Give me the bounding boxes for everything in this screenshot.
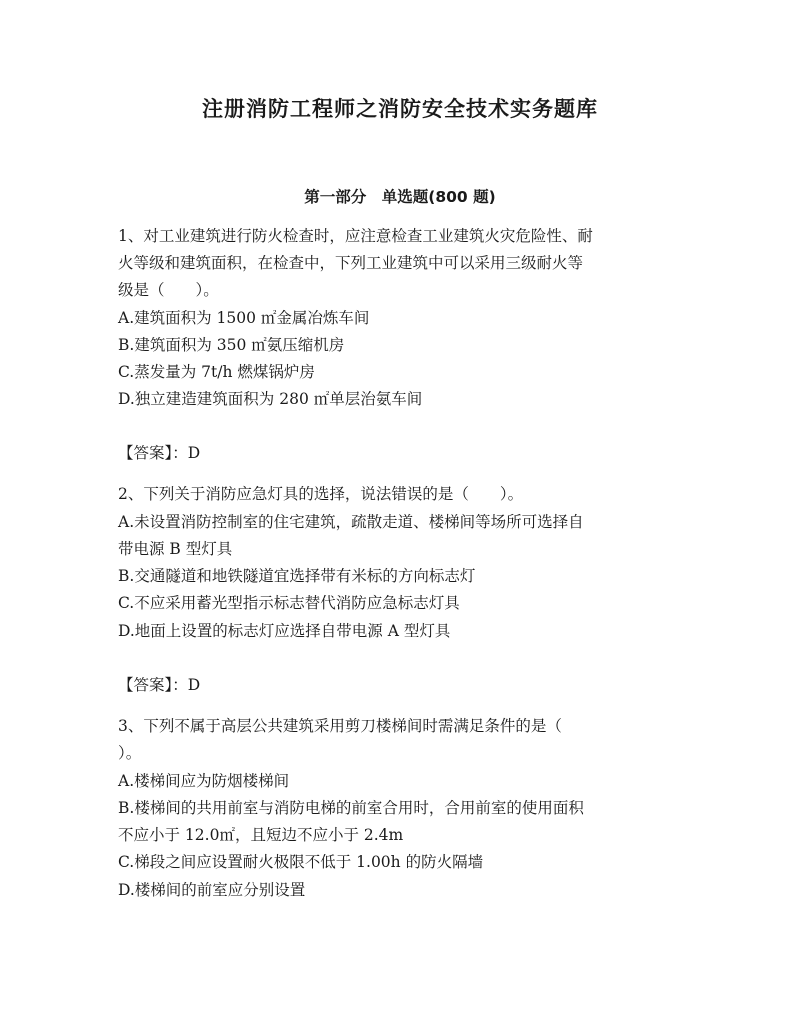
question-1-stem-line-3: 级是（ ）。	[118, 281, 219, 299]
question-3-stem-line-2: ）。	[118, 744, 142, 762]
question-3-option-b-line-2: 不应小于 12.0㎡，且短边不应小于 2.4m	[118, 826, 404, 844]
question-1-answer: 【答案】：D	[118, 444, 201, 462]
question-2-option-b: B.交通隧道和地铁隧道宜选择带有米标的方向标志灯	[118, 567, 476, 585]
question-2-stem-line-1: 2、下列关于消防应急灯具的选择，说法错误的是（ ）。	[118, 485, 524, 503]
question-1-stem-line-2: 火等级和建筑面积，在检查中，下列工业建筑中可以采用三级耐火等	[118, 254, 584, 272]
question-2-option-a-line-1: A.未设置消防控制室的住宅建筑，疏散走道、楼梯间等场所可选择自	[118, 513, 584, 531]
question-3-option-c: C.梯段之间应设置耐火极限不低于 1.00h 的防火隔墙	[118, 853, 484, 871]
question-2-option-c: C.不应采用蓄光型指示标志替代消防应急标志灯具	[118, 594, 460, 612]
question-1-option-b: B.建筑面积为 350 ㎡氨压缩机房	[118, 336, 345, 354]
question-3-option-d: D.楼梯间的前室应分别设置	[118, 881, 306, 899]
question-1-option-a: A.建筑面积为 1500 ㎡金属冶炼车间	[118, 309, 370, 327]
question-3-option-b-line-1: B.楼梯间的共用前室与消防电梯的前室合用时，合用前室的使用面积	[118, 799, 584, 817]
document-title: 注册消防工程师之消防安全技术实务题库	[202, 97, 598, 121]
question-2-answer: 【答案】：D	[118, 676, 201, 694]
question-2-option-d: D.地面上设置的标志灯应选择自带电源 A 型灯具	[118, 622, 451, 640]
question-2-option-a-line-2: 带电源 B 型灯具	[118, 540, 233, 558]
section-heading: 第一部分 单选题(800 题)	[304, 188, 496, 206]
question-3-option-a: A.楼梯间应为防烟楼梯间	[118, 772, 290, 790]
question-1-option-d: D.独立建造建筑面积为 280 ㎡单层治氨车间	[118, 390, 423, 408]
question-3-stem-line-1: 3、下列不属于高层公共建筑采用剪刀楼梯间时需满足条件的是（	[118, 717, 562, 735]
question-1-stem-line-1: 1、对工业建筑进行防火检查时，应注意检查工业建筑火灾危险性、耐	[118, 227, 593, 245]
question-1-option-c: C.蒸发量为 7t/h 燃煤锅炉房	[118, 363, 315, 381]
